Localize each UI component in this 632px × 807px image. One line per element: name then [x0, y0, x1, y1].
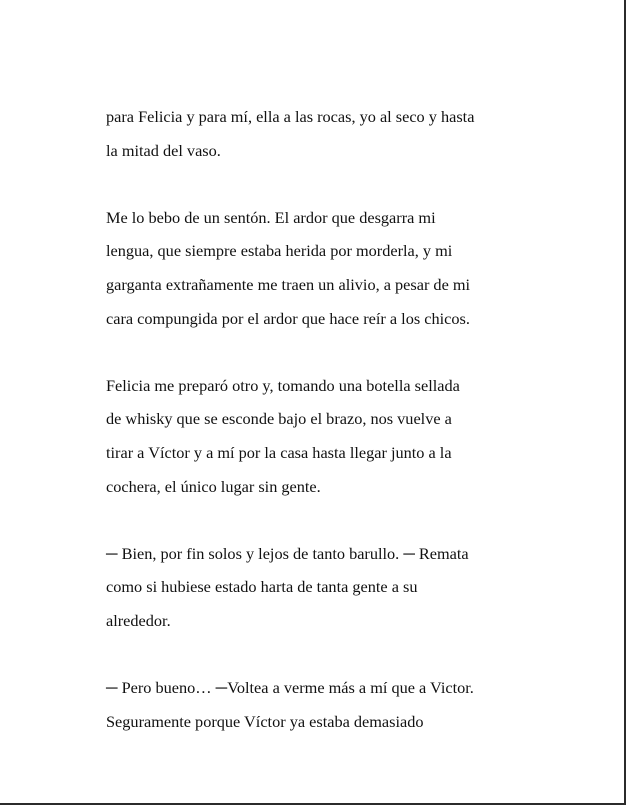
- text-line: ─ Pero bueno… ─Voltea a verme más a mí que a Victor.: [106, 678, 474, 698]
- body-text: [106, 100, 536, 772]
- text-line: para Felicia y para mí, ella a las rocas, yo al seco y hasta: [106, 107, 475, 126]
- text-line: la mitad del vaso.: [106, 140, 221, 160]
- text-line: de whisky que se esconde bajo el brazo, nos vuelve a: [106, 409, 452, 429]
- paragraph-4: [106, 537, 536, 638]
- text-line: alrededor.: [106, 610, 171, 630]
- text-line: Me lo bebo de un sentón. El ardor que desgarra mi: [106, 207, 436, 227]
- text-line: garganta extrañamente me traen un alivio, a pesar de mi: [106, 274, 471, 294]
- text-line: tirar a Víctor y a mí por la casa hasta llegar junto a la: [106, 442, 452, 462]
- paragraph-1: [106, 100, 536, 167]
- text-line: cochera, el único lugar sin gente.: [106, 476, 321, 496]
- text-line: Seguramente porque Víctor ya estaba demasiado: [106, 711, 424, 731]
- text-line: cara compungida por el ardor que hace reír a los chicos.: [106, 308, 470, 328]
- text-line: como si hubiese estado harta de tanta gente a su: [106, 577, 418, 597]
- text-line: Felicia me preparó otro y, tomando una botella sellada: [106, 375, 460, 395]
- paragraph-3: [106, 369, 536, 503]
- paragraph-5: [106, 671, 536, 738]
- text-line: ─ Bien, por fin solos y lejos de tanto barullo. ─ Remata: [106, 543, 469, 563]
- text-line: lengua, que siempre estaba herida por morderla, y mi: [106, 241, 453, 261]
- paragraph-2: [106, 201, 536, 335]
